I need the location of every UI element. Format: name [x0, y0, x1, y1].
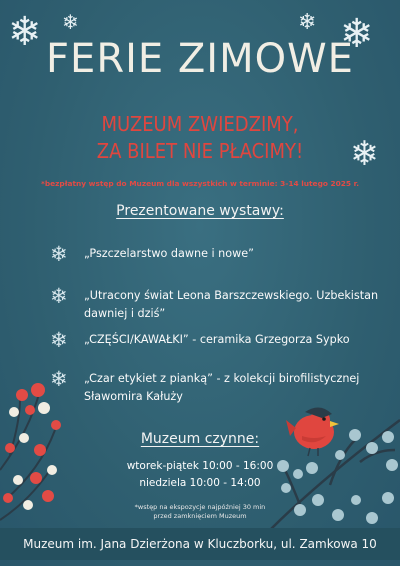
- entry-note-line-1: *wstęp na ekspozycje najpóźniej 30 min: [134, 503, 266, 511]
- slogan-line-1: MUZEUM ZWIEDZIMY,: [101, 112, 299, 136]
- exhibition-title: „CZĘŚCI/KAWAŁKI” - ceramika Grzegorza Sypko: [84, 333, 350, 346]
- snowflake-icon: ❄: [350, 134, 379, 174]
- snowflake-icon: ❄: [340, 11, 374, 57]
- poster-title: FERIE ZIMOWE: [46, 36, 354, 82]
- snowflake-icon: ❄: [62, 10, 79, 34]
- bird-icon: [286, 407, 339, 456]
- snowflake-icon: ❄: [50, 328, 68, 352]
- exhibition-title: „Pszczelarstwo dawne i nowe”: [84, 247, 254, 260]
- hours-heading: Muzeum czynne:: [140, 431, 260, 447]
- snowflake-icon: ❄: [50, 284, 68, 308]
- snowflake-icon: ❄: [298, 10, 317, 35]
- slogan-line-2: ZA BILET NIE PŁACIMY!: [96, 139, 304, 163]
- exhibition-title: „Utracony świat Leona Barszczewskiego. Uzbekistan dawniej i dziś”: [84, 289, 379, 320]
- entry-note-line-2: przed zamknięciem Muzeum: [153, 512, 247, 520]
- hours-sunday: niedziela 10:00 - 14:00: [139, 477, 261, 489]
- berry-branch-icon: [3, 383, 61, 510]
- hours-weekdays: wtorek-piątek 10:00 - 16:00: [126, 460, 274, 472]
- exhibition-title: „Czar etykiet z pianką” - z kolekcji birofilistycznej Sławomira Kałuży: [84, 372, 360, 403]
- free-entry-note: *bezpłatny wstęp do Muzeum dla wszystkich w terminie: 3-14 lutego 2025 r.: [40, 179, 360, 188]
- snowflake-icon: ❄: [8, 9, 42, 55]
- berry-branch-icon: [277, 429, 398, 524]
- snowflake-icon: ❄: [50, 367, 68, 391]
- footer-address: Muzeum im. Jana Dzierżona w Kluczborku, ul. Zamkowa 10: [0, 528, 400, 560]
- snowflake-icon: ❄: [50, 242, 68, 266]
- exhibitions-heading: Prezentowane wystawy:: [116, 203, 284, 219]
